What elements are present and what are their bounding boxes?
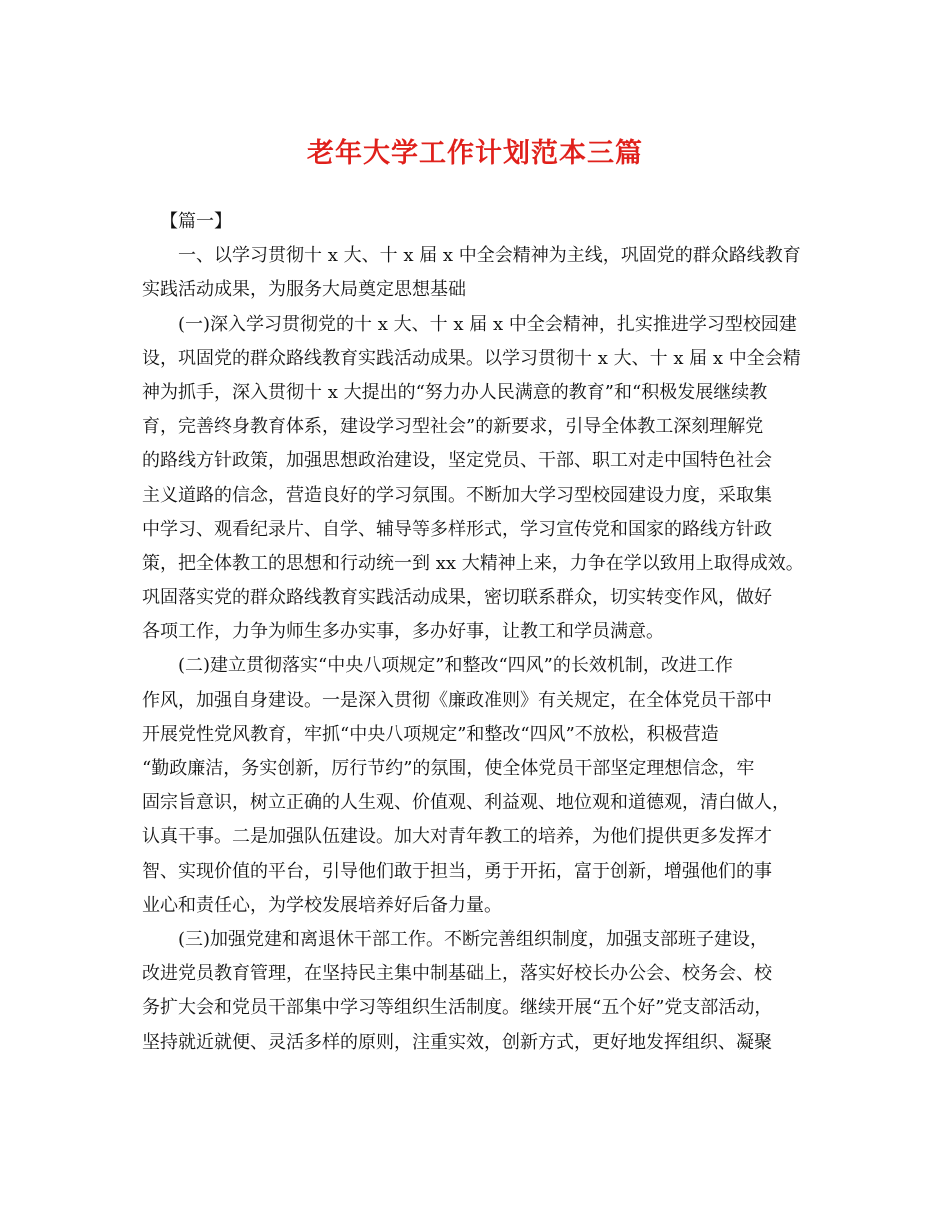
text-line: 固宗旨意识，树立正确的人生观、价值观、利益观、地位观和道德观，清白做人，	[142, 792, 790, 814]
text-line: 开展党性党风教育，牢抓“中央八项规定”和整改“四风”不放松，积极营造	[142, 723, 719, 745]
text-line: 改进党员教育管理，在坚持民主集中制基础上，落实好校长办公会、校务会、校	[142, 963, 772, 985]
section-label: 【篇一】	[160, 211, 232, 232]
text-line: 策，把全体教工的思想和行动统一到 xx 大精神上来，力争在学以致用上取得成效。	[142, 552, 804, 574]
text-line: (二)建立贯彻落实“中央八项规定”和整改“四风”的长效机制，改进工作	[178, 655, 733, 677]
text-line: 主义道路的信念，营造良好的学习氛围。不断加大学习型校园建设力度，采取集	[142, 484, 772, 506]
paragraph-lines	[142, 239, 814, 1060]
text-line: 作风，加强自身建设。一是深入贯彻《廉政准则》有关规定，在全体党员干部中	[142, 689, 772, 711]
document-body	[142, 205, 814, 1060]
text-line: “勤政廉洁，务实创新，厉行节约”的氛围，使全体党员干部坚定理想信念，牢	[142, 758, 755, 779]
text-line: 智、实现价值的平台，引导他们敢于担当，勇于开拓，富于创新，增强他们的事	[142, 860, 772, 882]
text-line: 神为抓手，深入贯彻十 x 大提出的“努力办人民满意的教育”和“积极发展继续教	[142, 381, 768, 403]
text-line: 一、以学习贯彻十 x 大、十 x 届 x 中全会精神为主线，巩固党的群众路线教育	[178, 245, 801, 267]
text-line: 各项工作，力争为师生多办实事，多办好事，让教工和学员满意。	[142, 621, 664, 643]
text-line: (三)加强党建和离退休干部工作。不断完善组织制度，加强支部班子建设，	[178, 928, 769, 950]
text-line: 设，巩固党的群众路线教育实践活动成果。以学习贯彻十 x 大、十 x 届 x 中全会精	[142, 347, 801, 369]
text-line: 业心和责任心，为学校发展培养好后备力量。	[142, 894, 502, 916]
text-line: 巩固落实党的群众路线教育实践活动成果，密切联系群众，切实转变作风，做好	[142, 587, 772, 609]
text-line: 的路线方针政策，加强思想政治建设，坚定党员、干部、职工对走中国特色社会	[142, 450, 772, 472]
text-line: 务扩大会和党员干部集中学习等组织生活制度。继续开展“五个好”党支部活动，	[142, 997, 773, 1019]
text-line: 中学习、观看纪录片、自学、辅导等多样形式，学习宣传党和国家的路线方针政	[142, 518, 772, 540]
text-line: 认真干事。二是加强队伍建设。加大对青年教工的培养，为他们提供更多发挥才	[142, 826, 772, 848]
text-line: 实践活动成果，为服务大局奠定思想基础	[142, 279, 466, 301]
text-line: (一)深入学习贯彻党的十 x 大、十 x 届 x 中全会精神，扎实推进学习型校园建	[178, 313, 797, 335]
document-title: 老年大学工作计划范本三篇	[307, 138, 643, 169]
text-line: 坚持就近就便、灵活多样的原则，注重实效，创新方式，更好地发挥组织、凝聚	[142, 1031, 772, 1053]
text-line: 育，完善终身教育体系，建设学习型社会”的新要求，引导全体教工深刻理解党	[142, 416, 764, 438]
